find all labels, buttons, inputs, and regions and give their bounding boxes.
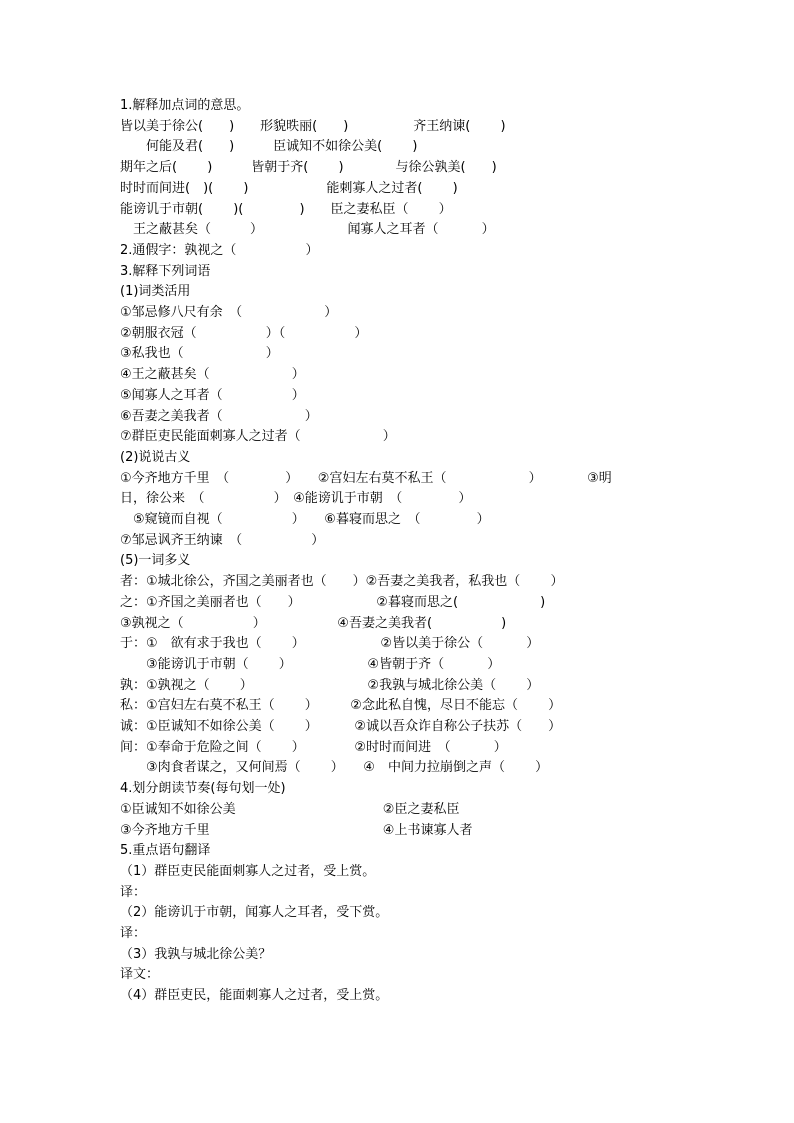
text-line: ⑤闻寡人之耳者（ ） [120,387,305,403]
text-line: ③今齐地方千里 ④上书谏寡人者 [120,822,473,838]
text-line: 私：①宫妇左右莫不私王（ ） ②念此私自愧，尽日不能忘（ ） [120,698,562,714]
text-line: (1)词类活用 [120,284,191,300]
text-line: 时时而间进( )( ) 能刺寡人之过者( ) [120,180,458,196]
text-line: 译： [120,884,147,900]
text-line: （3）我孰与城北徐公美？ [120,946,272,962]
text-line: （2）能谤讥于市朝，闻寡人之耳者，受下赏。 [120,905,389,921]
text-line: ③肉食者谋之，又何间焉（ ） ④ 中间力拉崩倒之声（ ） [120,760,549,776]
text-line: 能谤讥于市朝( )( ) 臣之妻私臣（ ） [120,201,452,217]
text-line: ⑤窥镜而自视（ ） ⑥暮寝而思之 （ ） [120,512,490,527]
text-line: 王之蔽甚矣（ ） 闻寡人之耳者（ ） [120,222,495,238]
text-line: ①邹忌修八尺有余 （ ） [120,305,338,320]
text-line: 期年之后( ) 皆朝于齐( ) 与徐公孰美( ) [120,160,497,176]
text-line: ③能谤讥于市朝（ ） ④皆朝于齐（ ） [120,656,501,672]
text-line: 间：①奉命于危险之间（ ） ②时时而间进 （ ） [120,739,507,755]
text-line: 1.解释加点词的意思。 [120,98,250,113]
text-line: ①臣诚知不如徐公美 ②臣之妻私臣 [120,801,460,817]
text-line: （1）群臣吏民能面刺寡人之过者，受上赏。 [120,863,376,879]
text-line: (2)说说古义 [120,449,191,465]
text-line: ③孰视之（ ） ④吾妻之美我者( ) [120,615,507,631]
text-line: 者：①城北徐公，齐国之美丽者也（ ）②吾妻之美我者，私我也（ ） [120,574,564,590]
text-line: 3.解释下列词语 [120,263,211,279]
text-line: 于：① 欲有求于我也（ ） ②皆以美于徐公（ ） [120,636,540,652]
text-line: 4.划分朗读节奏(每句划一处) [120,781,286,797]
text-line: 5.重点语句翻译 [120,843,211,859]
text-line: ⑥吾妻之美我者（ ） [120,408,318,424]
text-line: 之：①齐国之美丽者也（ ） ②暮寝而思之( ) [120,594,546,610]
text-line: 何能及君( ) 臣诚知不如徐公美( ) [120,139,418,155]
text-line: 诚：①臣诚知不如徐公美（ ） ②诚以吾众诈自称公子扶苏（ ） [120,719,562,734]
text-line: (5)一词多义 [120,553,191,569]
text-line: ⑦群臣吏民能面刺寡人之过者（ ） [120,429,396,445]
text-line: ②朝服衣冠（ ）（ ） [120,325,368,341]
text-line: 皆以美于徐公( ) 形貌昳丽( ) 齐王纳谏( ) [120,118,506,134]
text-line: ④王之蔽甚矣（ ） [120,367,305,383]
text-line: 译文： [120,967,160,983]
text-line: （4）群臣吏民，能面刺寡人之过者，受上赏。 [120,988,389,1004]
text-line: ①今齐地方千里 （ ） ②宫妇左右莫不私王（ ） ③明 [120,470,612,486]
text-line: 2.通假字：孰视之（ ） [120,242,319,258]
text-line: 译： [120,926,147,941]
text-line: ③私我也（ ） [120,346,279,362]
text-line: ⑦邹忌讽齐王纳谏 （ ） [120,532,325,548]
text-line: 日，徐公来 （ ） ④能谤讥于市朝 （ ） [120,491,472,507]
text-line: 孰：①孰视之（ ） ②我孰与城北徐公美（ ） [120,677,540,693]
